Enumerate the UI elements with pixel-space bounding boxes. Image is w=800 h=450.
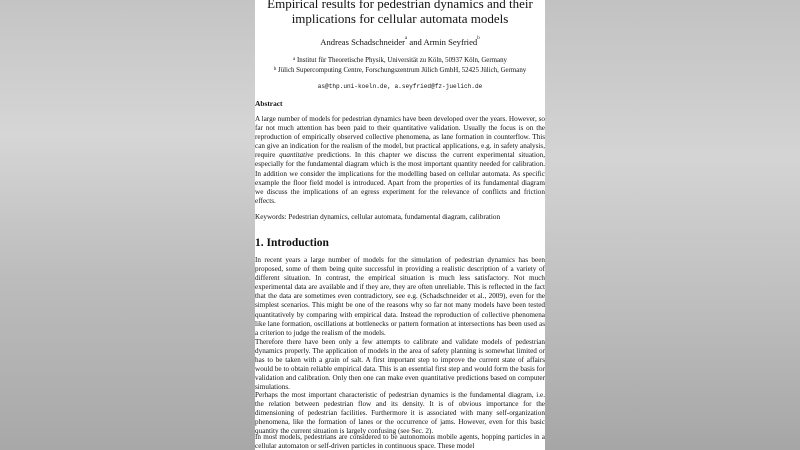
- title-line-1: Empirical results for pedestrian dynamics and their: [267, 0, 533, 11]
- abstract-text: [255, 115, 545, 206]
- abstract-part-1: A large number of models for pedestrian dynamics have been developed over the years. However, so far not much attention has been paid to their quantitative validation. Usually the focus is on the reproduction of empirically observed collective phenomena, as lane formation in counterflow. This can give an indication for the realism of the model, but practical applications, e.g. in safety analysis, require: [255, 115, 545, 160]
- author-emails: as@thp.uni-koeln.de, a.seyfried@fz-juelich.de: [317, 83, 483, 90]
- affiliations: [255, 56, 545, 76]
- author-2: Armin Seyfried: [423, 37, 478, 47]
- intro-paragraph-1: In recent years a large number of models for the simulation of pedestrian dynamics has been proposed, some of them being quite successful in providing a realistic description of a variety of different situation. In contrast, the empirical situation is much less satisfactory. Not much experimental data are available and if they are, they are often unreliable. This is reflected in the fact that the data are sometimes even contradictory, see e.g. (Schadschneider et al., 2009), even for the simplest scenarios. This might be one of the reasons why so far not many models have been tested quantitatively by comparing with empirical data. Instead the reproduction of collective phenomena like lane formation, oscillations at bottlenecks or pattern formation at intersections has been used as a criterion to judge the realism of the models.: [255, 256, 545, 337]
- author-1-mark: a: [405, 36, 408, 41]
- abstract-part-2: predictions. In this chapter we discuss the current experimental situation, especially for the fundamental diagram which is the most important quantity needed for calibration. In addition we consider the implications for the modelling based on cellular automata. As specific example the floor field model is introduced. Apart from the properties of its fundamental diagram we discuss the implications of an egress experiment for the relevance of conflicts and friction effects.: [255, 151, 545, 205]
- intro-paragraph-4: In most models, pedestrians are considered to be autonomous mobile agents, hopping particles in a cellular automaton or self-driven particles in continuous space. These model: [255, 433, 545, 450]
- intro-paragraph-2: Therefore there have been only a few attempts to calibrate and validate models of pedestrian dynamics properly. The application of models in the area of safety planning is somewhat limited or has to be taken with a grain of salt. A first important step to improve the current state of affairs would be to obtain reliable empirical data. This is an essential first step and would form the basis for validation and calibration. Only then one can make even quantitative predictions based on computer simulations.: [255, 338, 545, 392]
- author-list: [255, 37, 545, 47]
- affiliation-b: [255, 66, 545, 76]
- affiliation-a-mark: a: [293, 57, 296, 62]
- affiliation-b-mark: b: [273, 67, 277, 72]
- blurred-background-right: [545, 0, 800, 450]
- intro-paragraph-3: Perhaps the most important characteristic of pedestrian dynamics is the fundamental diagram, i.e. the relation between pedestrian flow and its density. It is of obvious importance for the dimensioning of pedestrian facilities. Furthermore it is associated with many self-organization phenomena, like the formation of lanes or the occurrence of jams. However, even for this basic quantity the current situation is largely confusing (see Sec. 2).: [255, 391, 545, 436]
- affiliation-b-text: Jülich Supercomputing Centre, Forschungszentrum Jülich GmbH, 52425 Jülich, Germany: [278, 67, 527, 74]
- introduction-heading: 1. Introduction: [255, 237, 329, 249]
- abstract-heading: Abstract: [255, 99, 283, 108]
- paper-title: [255, 0, 545, 26]
- affiliation-a: [255, 56, 545, 66]
- title-line-2: implications for cellular automata models: [291, 11, 509, 26]
- paper-page: [255, 0, 545, 450]
- affiliation-a-text: Institut für Theoretische Physik, Universität zu Köln, 50937 Köln, Germany: [296, 57, 507, 64]
- author-2-mark: b: [477, 36, 480, 41]
- keywords: Keywords: Pedestrian dynamics, cellular automata, fundamental diagram, calibration: [255, 213, 501, 221]
- author-separator: and: [407, 37, 424, 47]
- author-1: Andreas Schadschneider: [320, 37, 406, 47]
- blurred-background-left: [0, 0, 255, 450]
- abstract-emphasis: quantitative: [279, 151, 314, 160]
